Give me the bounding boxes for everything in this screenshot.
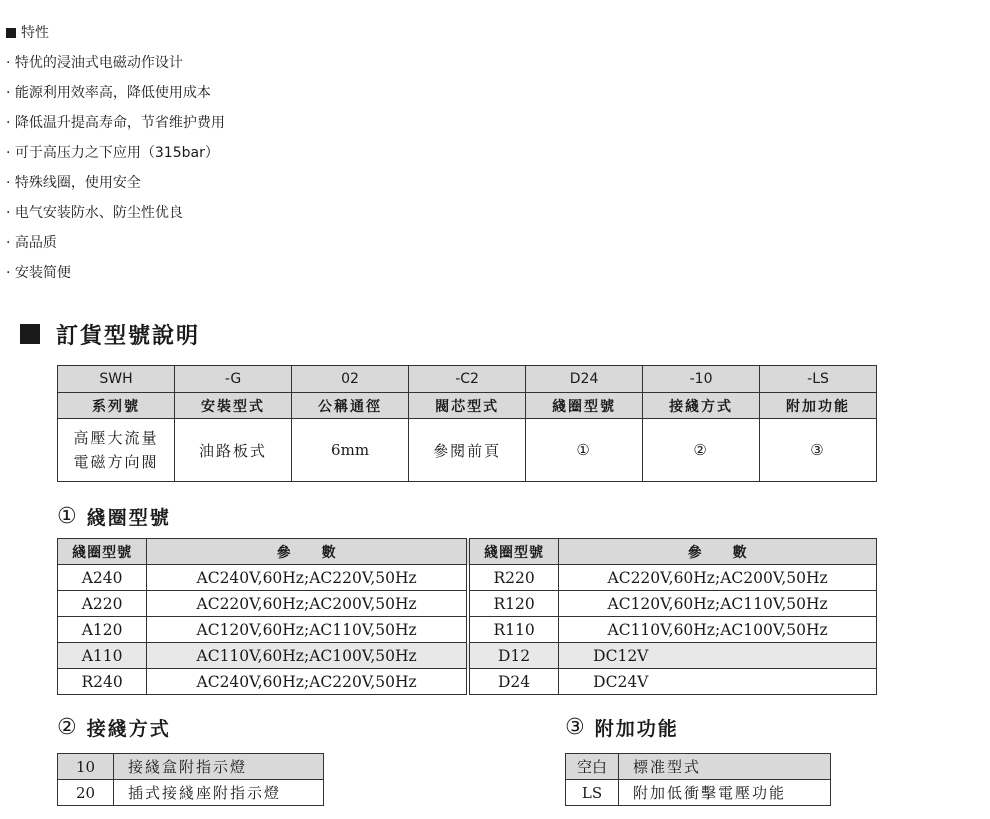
coil-code: A220 bbox=[58, 591, 147, 617]
coil-code: R120 bbox=[469, 591, 558, 617]
feature-item: · 高品质 bbox=[6, 235, 57, 251]
coil-table bbox=[57, 538, 877, 695]
extra-desc: 附加低衝擊電壓功能 bbox=[619, 780, 831, 806]
header-cell: 參 數 bbox=[559, 539, 877, 565]
coil-code: A120 bbox=[58, 617, 147, 643]
code-cell: -G bbox=[175, 366, 292, 393]
label-cell: 綫圈型號 bbox=[526, 393, 643, 419]
square-bullet-icon bbox=[6, 28, 16, 38]
coil-code: A240 bbox=[58, 565, 147, 591]
wiring-code: 20 bbox=[58, 780, 114, 806]
wiring-table bbox=[57, 753, 324, 806]
coil-heading bbox=[57, 500, 171, 532]
section-number: ③ bbox=[565, 714, 587, 740]
order-code-table bbox=[57, 365, 877, 482]
code-cell: SWH bbox=[58, 366, 175, 393]
table-row bbox=[58, 591, 877, 617]
extra-heading bbox=[565, 711, 679, 743]
code-cell: -LS bbox=[760, 366, 877, 393]
label-cell: 接綫方式 bbox=[643, 393, 760, 419]
table-row bbox=[58, 393, 877, 419]
value-cell: 油路板式 bbox=[175, 419, 292, 482]
label-cell: 公稱通徑 bbox=[291, 393, 408, 419]
coil-param: AC220V,60Hz;AC200V,50Hz bbox=[559, 565, 877, 591]
table-row bbox=[58, 539, 877, 565]
coil-code: R110 bbox=[469, 617, 558, 643]
extra-desc: 標准型式 bbox=[619, 754, 831, 780]
order-title: 訂貨型號說明 bbox=[56, 323, 201, 349]
coil-code: D24 bbox=[469, 669, 558, 695]
coil-param: AC120V,60Hz;AC110V,50Hz bbox=[559, 591, 877, 617]
extra-code: LS bbox=[566, 780, 619, 806]
table-row bbox=[58, 565, 877, 591]
extra-code: 空白 bbox=[566, 754, 619, 780]
coil-code: A110 bbox=[58, 643, 147, 669]
feature-item: · 电气安装防水、防尘性优良 bbox=[6, 205, 183, 221]
wiring-desc: 插式接綫座附指示燈 bbox=[114, 780, 324, 806]
coil-param: AC240V,60Hz;AC220V,50Hz bbox=[147, 565, 467, 591]
square-bullet-icon bbox=[20, 324, 40, 344]
table-row bbox=[58, 366, 877, 393]
value-cell: ② bbox=[643, 419, 760, 482]
label-cell: 系列號 bbox=[58, 393, 175, 419]
table-row bbox=[58, 780, 324, 806]
table-row bbox=[566, 780, 831, 806]
table-row bbox=[58, 754, 324, 780]
coil-code: R240 bbox=[58, 669, 147, 695]
wiring-heading bbox=[57, 711, 171, 743]
label-cell: 閥芯型式 bbox=[409, 393, 526, 419]
section-title: 附加功能 bbox=[594, 717, 679, 740]
value-cell: ① bbox=[526, 419, 643, 482]
code-cell: D24 bbox=[526, 366, 643, 393]
value-cell: 高壓大流量 電磁方向閥 bbox=[58, 419, 175, 482]
feature-item: · 特殊线圈，使用安全 bbox=[6, 175, 141, 191]
label-cell: 附加功能 bbox=[760, 393, 877, 419]
feature-item: · 安装简便 bbox=[6, 265, 71, 281]
section-number: ② bbox=[57, 714, 79, 740]
section-number: ① bbox=[57, 503, 79, 529]
coil-code: D12 bbox=[469, 643, 558, 669]
value-cell: 參閱前頁 bbox=[409, 419, 526, 482]
code-cell: -C2 bbox=[409, 366, 526, 393]
feature-item: · 特优的浸油式电磁动作设计 bbox=[6, 55, 183, 71]
value-cell: ③ bbox=[760, 419, 877, 482]
section-title: 綫圈型號 bbox=[86, 506, 171, 529]
features-title: 特性 bbox=[6, 18, 225, 48]
code-cell: -10 bbox=[643, 366, 760, 393]
feature-item: · 降低温升提高寿命，节省维护费用 bbox=[6, 115, 225, 131]
table-row bbox=[58, 617, 877, 643]
extra-function-table bbox=[565, 753, 831, 806]
header-cell: 參 數 bbox=[147, 539, 467, 565]
table-row bbox=[58, 419, 877, 482]
coil-param: DC24V bbox=[559, 669, 877, 695]
coil-param: AC110V,60Hz;AC100V,50Hz bbox=[559, 617, 877, 643]
header-cell: 綫圈型號 bbox=[58, 539, 147, 565]
wiring-code: 10 bbox=[58, 754, 114, 780]
value-cell: 6mm bbox=[291, 419, 408, 482]
wiring-desc: 接綫盒附指示燈 bbox=[114, 754, 324, 780]
header-cell: 綫圈型號 bbox=[469, 539, 558, 565]
order-heading bbox=[20, 318, 200, 350]
coil-param: DC12V bbox=[559, 643, 877, 669]
label-cell: 安裝型式 bbox=[175, 393, 292, 419]
section-title: 接綫方式 bbox=[86, 717, 171, 740]
feature-item: · 可于高压力之下应用（315bar） bbox=[6, 145, 219, 161]
table-row bbox=[58, 643, 877, 669]
coil-param: AC110V,60Hz;AC100V,50Hz bbox=[147, 643, 467, 669]
coil-code: R220 bbox=[469, 565, 558, 591]
coil-param: AC120V,60Hz;AC110V,50Hz bbox=[147, 617, 467, 643]
table-row bbox=[566, 754, 831, 780]
feature-item: · 能源利用效率高，降低使用成本 bbox=[6, 85, 211, 101]
coil-param: AC240V,60Hz;AC220V,50Hz bbox=[147, 669, 467, 695]
table-row bbox=[58, 669, 877, 695]
code-cell: 02 bbox=[291, 366, 408, 393]
coil-param: AC220V,60Hz;AC200V,50Hz bbox=[147, 591, 467, 617]
features-section bbox=[6, 18, 225, 288]
